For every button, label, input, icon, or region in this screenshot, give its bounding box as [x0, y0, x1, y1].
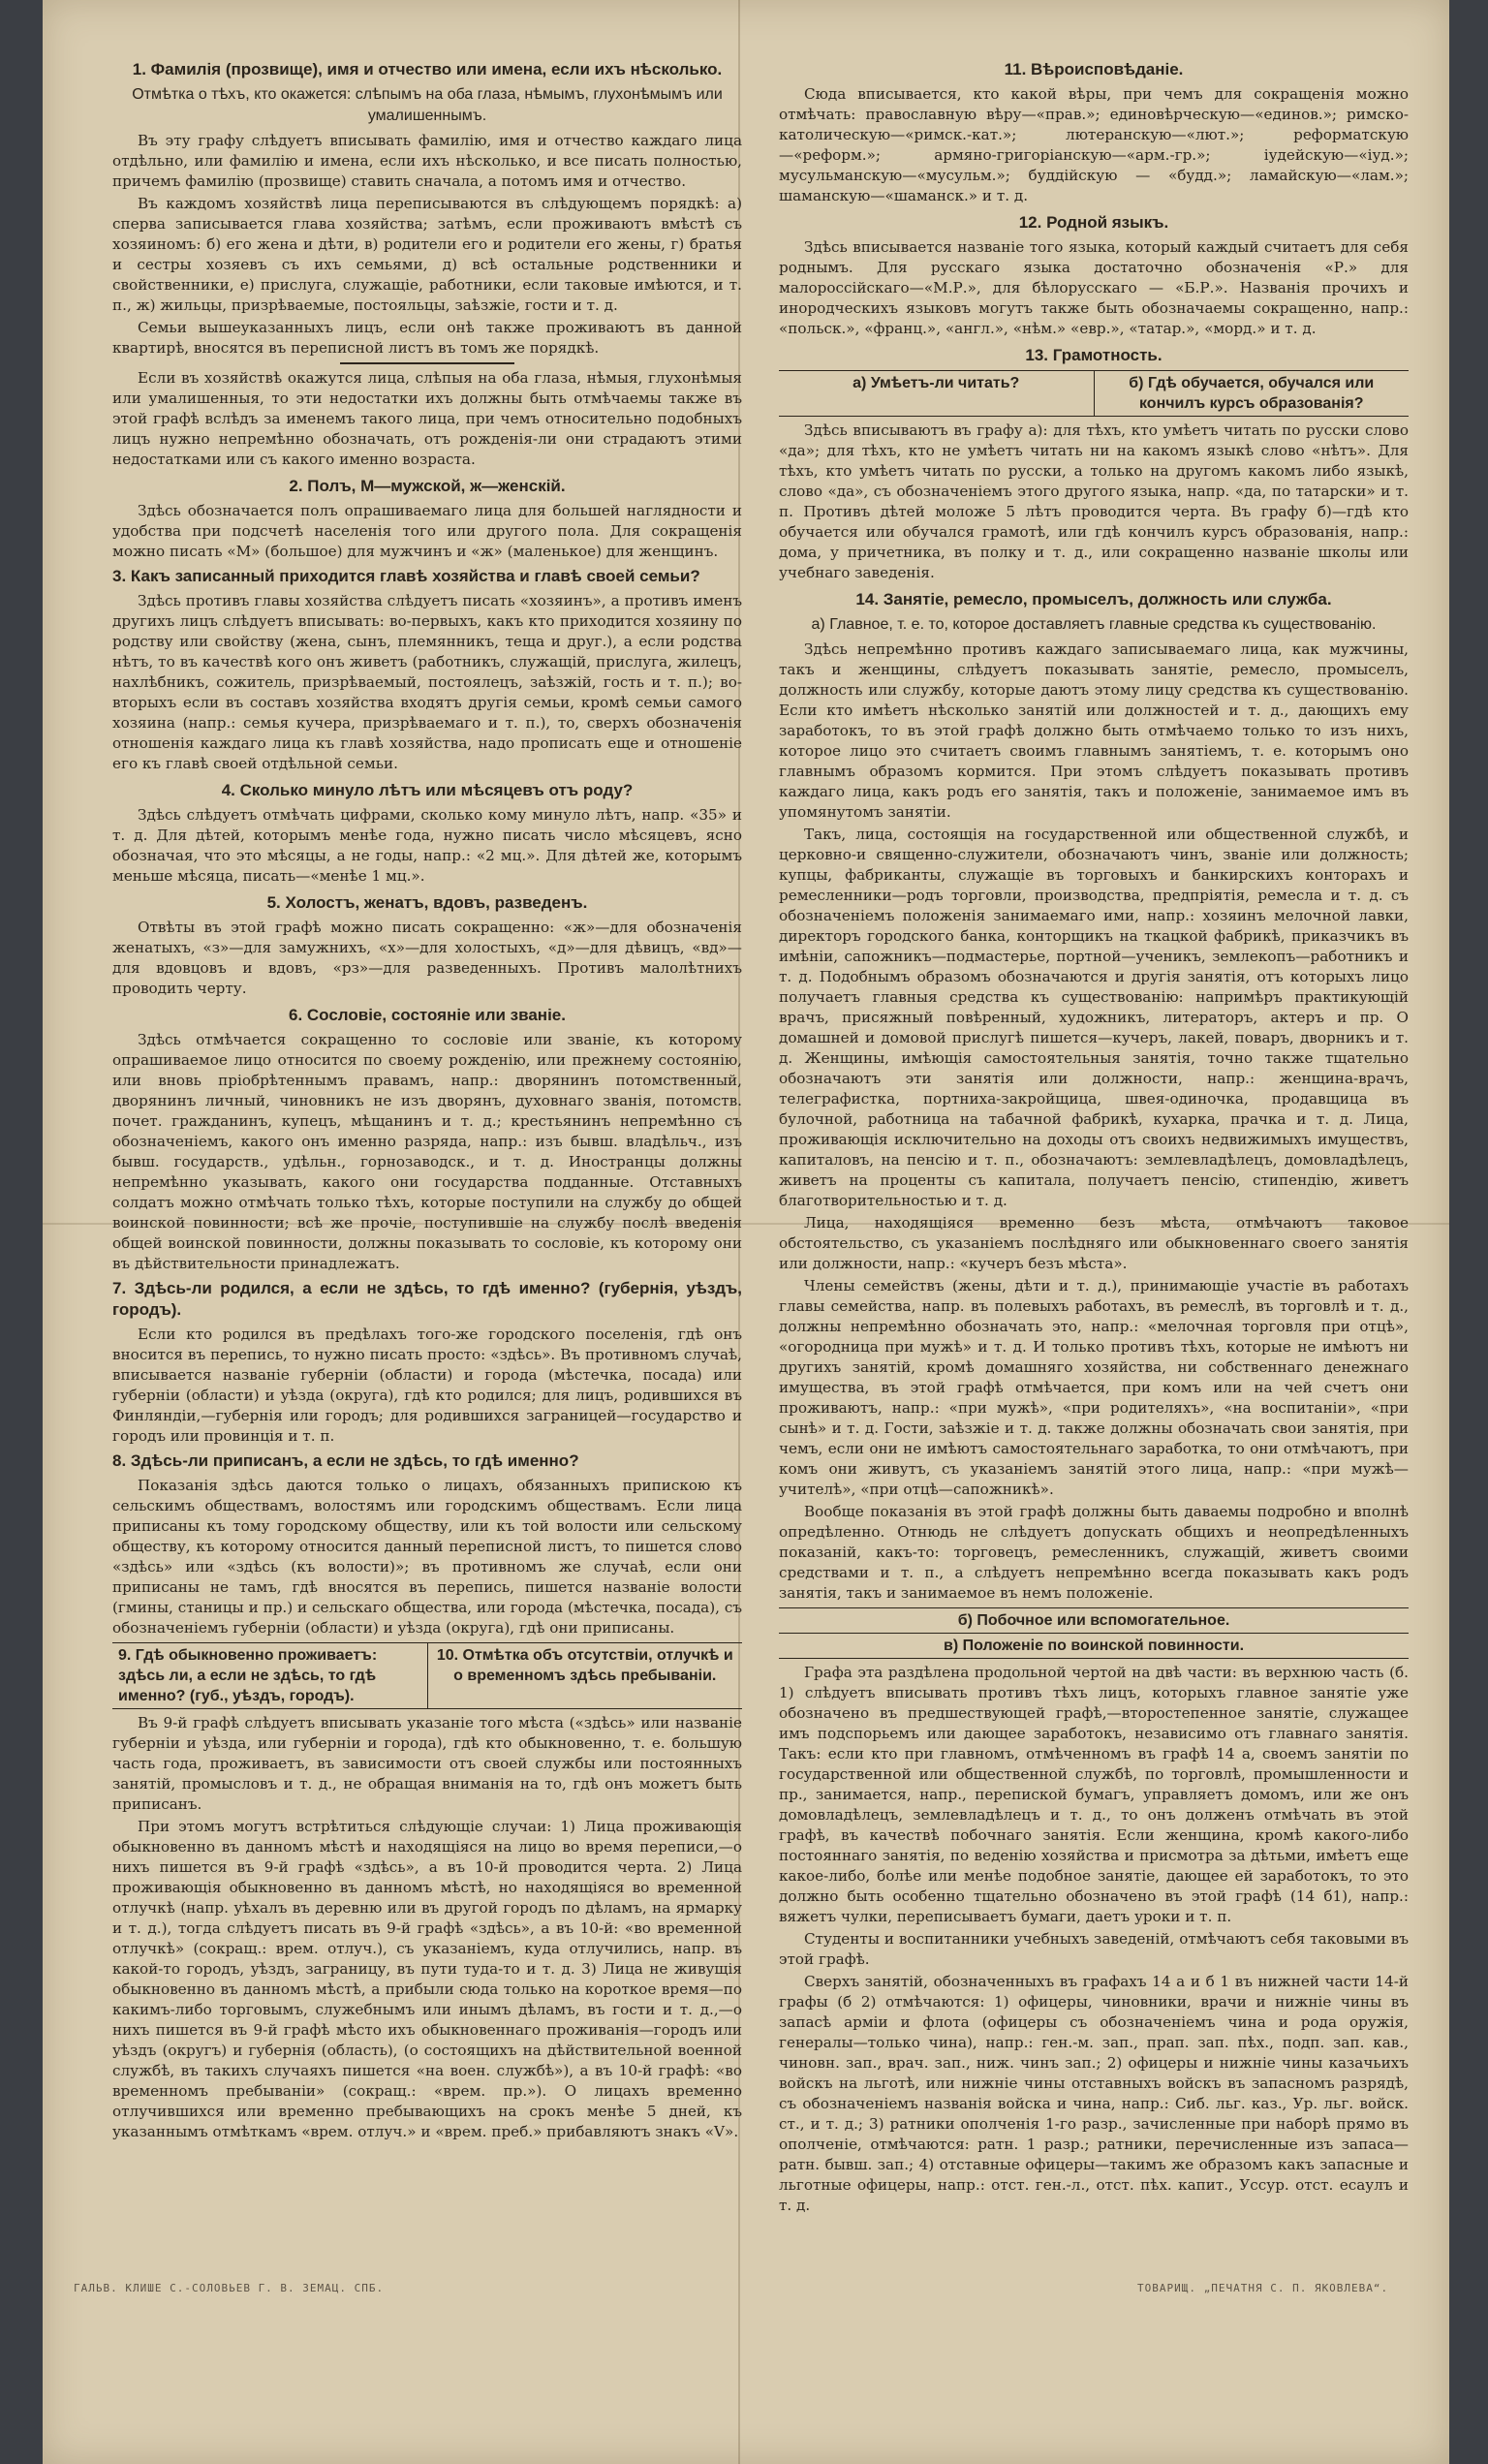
section-13b-label: б) Гдѣ обучается, обучался или кончилъ курсъ образованія?: [1094, 371, 1410, 416]
section-12-paragraph: Здѣсь вписывается названіе того языка, который каждый считаетъ для себя роднымъ. Для русскаго языка достаточно обозначенія «Р.» для малороссійскаго—«М.Р.», для бѣлорусскаго — «Б.Р.». Названія прочихъ и инородческихъ языковъ могутъ также быть обозначаемы сокращенно, напр.: «польск.», «франц.», «англ.», «нѣм.» «евр.», «татар.», «морд.» и т. д.: [779, 238, 1409, 337]
right-column: [779, 53, 1409, 2340]
section-4-title: 4. Сколько минуло лѣтъ или мѣсяцевъ отъ роду?: [221, 781, 634, 799]
section-11-paragraph: Сюда вписывается, кто какой вѣры, при чемъ для сокращенія можно отмѣчать: православную вѣру—«прав.»; единовѣрческую—«единов.»; римско-католическую—«римск.-кат.»; лютеранскую—«лют.»; реформатскую—«реформ.»; армяно-григоріанскую—«арм.-гр.»; іудейскую—«іуд.»; мусульманскую—«мусульм.»; буддійскую — «будд.»; ламайскую—«лам.»; шаманскую—«шаманск.» и т. д.: [779, 85, 1409, 204]
section-14-paragraph: Студенты и воспитанники учебныхъ заведеній, отмѣчаютъ себя таковыми въ этой графѣ.: [779, 1930, 1409, 1968]
section-1-title: 1. Фамилія (прозвище), имя и отчество или имена, если ихъ нѣсколько.: [132, 60, 723, 78]
section-9-10-header: [112, 1642, 742, 1709]
section-14-paragraph: Здѣсь непремѣнно противъ каждаго записываемаго лица, как мужчины, такъ и женщины, слѣдуетъ показывать занятіе, ремесло, промыселъ, должность или службу, которые даютъ этому лицу средства къ существованію. Если кто имѣетъ нѣсколько занятій или должностей и т. д., дающихъ ему заработокъ, то въ этой графѣ должно быть отмѣчаемо только то изъ нихъ, которое лицо это считаетъ своимъ главнымъ занятіемъ, т. е. которымъ оно главнымъ образомъ кормится. При этомъ слѣдуетъ показывать противъ каждаго лица, какъ родъ его занятія, такъ и положеніе, занимаемое имъ въ упомянутомъ занятіи.: [779, 640, 1409, 821]
census-instruction-sheet: [43, 0, 1449, 2464]
section-14b-label: б) Побочное или вспомогательное.: [957, 1612, 1230, 1629]
section-8-paragraph: Показанія здѣсь даются только о лицахъ, обязанныхъ припискою къ сельскимъ обществамъ, волостямъ или городскимъ обществамъ. Если лица приписаны къ тому городскому обществу, или къ той волости или сельскому обществу, къ которому относится данный переписной листъ, то пишется слово «здѣсь» или «здѣсь (къ волости)»; въ противномъ же случаѣ, если они приписаны не тамъ, гдѣ вносятся въ перепись, пишется названіе волости (гмины, станицы и пр.) и сельскаго общества, или города (мѣстечка, посада), съ обозначеніемъ губерніи (области) и уѣзда (округа), гдѣ они приписаны.: [112, 1477, 742, 1637]
section-1-paragraph: Въ эту графу слѣдуетъ вписывать фамилію, имя и отчество каждаго лица отдѣльно, или фамилію и имена, если ихъ нѣсколько, и все писать полностью, причемъ фамилію (прозвище) ставить сначала, а потомъ имя и отчество.: [112, 132, 742, 190]
section-14-paragraph: Сверхъ занятій, обозначенныхъ въ графахъ 14 а и б 1 въ нижней части 14-й графы (б 2) отмѣчаются: 1) офицеры, чиновники, врачи и нижніе чины въ запасѣ арміи и флота (офицеры съ обозначеніемъ чина и рода оружія, генералы—только чина), напр.: ген.-м. зап., прап. зап. пѣх., подп. зап. кав., чиновн. зап., врач. зап., ниж. чинъ зап.; 2) офицеры и нижніе чины казачьихъ войскъ на льготѣ, или нижніе чины отставныхъ войскъ въ запасномъ разрядѣ, съ обозначеніемъ названія войска и чина, напр.: Сиб. льг. каз., Ур. льг. войск. ст., и т. д.; 3) ратники ополченія 1-го разр., зачисленные при наборѣ прямо въ ополченіе, отмѣчаются: ратн. 1 разр.; ратники, перечисленные изъ запаса—ратн. бывш. зап.; 4) отставные офицеры—такимъ же образомъ какъ запасные и льготные офицеры, напр.: отст. ген.-л., отст. пѣх. капит., Уссур. отст. есаулъ и т. д.: [779, 1973, 1409, 2214]
section-1-paragraph: Въ каждомъ хозяйствѣ лица переписываются въ слѣдующемъ порядкѣ: а) сперва записывается глава хозяйства; затѣмъ, если проживаютъ вмѣстѣ съ хозяиномъ: б) его жена и дѣти, в) родители его и родители его жены, г) братья и сестры хозяевъ съ ихъ семьями, д) всѣ остальные родственники и свойственники, е) прислуга, служащіе, работники, если таковые имѣются, и т. п., ж) жильцы, призрѣваемые, постояльцы, заѣзжіе, гости и т. д.: [112, 195, 742, 314]
section-7-paragraph: Если кто родился въ предѣлахъ того-же городского поселенія, гдѣ онъ вносится въ перепись, то нужно писать просто: «здѣсь». Въ противномъ случаѣ, вписывается названіе губерніи (области) и города (мѣстечка, посада) или губерніи (области) и уѣзда (округа), гдѣ кто родился; для лицъ, родившихся въ Финляндіи,—губернія или городъ; для родившихся заграницей—государство и городъ или провинція и т. п.: [112, 1326, 742, 1445]
section-14a-label: а) Главное, т. е. то, которое доставляетъ главные средства къ существованію.: [811, 616, 1377, 633]
section-6-paragraph: Здѣсь отмѣчается сокращенно то сословіе или званіе, къ которому опрашиваемое лицо относится по своему рожденію, или прежнему состоянію, или вновь пріобрѣтеннымъ правамъ, напр.: дворянинъ потомственный, дворянинъ личный, чиновникъ не изъ дворянъ, духовнаго званія, потомств. почет. гражданинъ, купецъ, мѣщанинъ и т. д.; крестьянинъ непремѣнно съ обозначеніемъ, какого онъ именно разряда, напр.: изъ бывш. владѣльч., изъ бывш. государств., удѣльн., горнозаводск., и т. д. Иностранцы должны непремѣнно указывать, какого они государства подданные. Отставныхъ солдатъ можно отмѣчать только тѣхъ, которые поступили на службу до общей воинской повинности; всѣ же прочіе, поступившіе на службу послѣ введенія общей воинской повинности, должны показывать то сословіе, къ которому они въ дѣйствительности принадлежатъ.: [112, 1031, 742, 1272]
section-14-paragraph: Графа эта раздѣлена продольной чертой на двѣ части: въ верхнюю часть (б. 1) слѣдуетъ вписывать противъ тѣхъ лицъ, которыхъ главное занятіе уже обозначено въ предшествующей графѣ,—второстепенное занятіе, служащее имъ подспорьемъ или дающее заработокъ, независимо отъ главнаго занятія. Такъ: если кто при главномъ, отмѣченномъ въ графѣ 14 а, своемъ занятіи по государственной или общественной службѣ, по торговлѣ, промышленности и пр., занимается, напр., перепиской бумагъ, управляетъ домомъ, или же онъ домовладѣлецъ, землевладѣлецъ и т. д., то онъ долженъ отмѣчать въ этой графѣ, въ качествѣ побочнаго занятія. Если женщина, кромѣ какого-либо постояннаго занятія, по веденію хозяйства и присмотра за дѣтьми, имѣетъ еще какое-либо, болѣе или менѣе подобное занятіе, дающее ей заработокъ, то это должно быть особенно тщательно обозначено въ этой графѣ (14 б1), напр.: вяжетъ чулки, переписываетъ бумаги, даетъ уроки и т. п.: [779, 1664, 1409, 1925]
section-14bc-header: [779, 1607, 1409, 1659]
section-2-title: 2. Полъ, М—мужской, ж—женскій.: [289, 477, 566, 495]
printer-credit-left: ГАЛЬВ. КЛИШЕ С.-СОЛОВЬЕВ Г. В. ЗЕМАЦ. СПБ.: [74, 2282, 385, 2294]
section-6-title: 6. Сословіе, состояніе или званіе.: [289, 1006, 566, 1024]
printer-credit-right: ТОВАРИЩ. „ПЕЧАТНЯ С. П. ЯКОВЛЕВА“.: [1137, 2282, 1389, 2294]
section-13-subheader: [779, 370, 1409, 417]
section-3-title: 3. Какъ записанный приходится главѣ хозяйства и главѣ своей семьи?: [112, 567, 700, 585]
section-9-paragraph: При этомъ могутъ встрѣтиться слѣдующіе случаи: 1) Лица проживающія обыкновенно въ данномъ мѣстѣ и находящіяся на лицо во время переписи,—о нихъ пишется въ 9-й графѣ «здѣсь», а въ 10-й проводится черта. 2) Лица проживающія обыкновенно въ данномъ мѣстѣ, но находящіяся во временной отлучкѣ (напр. уѣхалъ въ деревню или въ другой городъ по дѣламъ, на ярмарку и т. д.), тогда слѣдуетъ писать въ 9-й графѣ «здѣсь», а въ 10-й: «во временной отлучкѣ» (сокращ.: врем. отлуч.), съ указаніемъ, куда отлучились, напр. въ какой-то городъ, уѣздъ, заграницу, въ пути туда-то и т. д. 3) Лица не живущія обыкновенно въ данномъ мѣстѣ, а прибыли сюда только на короткое время—по какимъ-либо торговымъ, служебнымъ или инымъ дѣламъ, въ гости и т. д.,—о нихъ пишется въ 9-й графѣ мѣсто ихъ обыкновеннаго проживанія—городъ или уѣздъ (округъ) и губернія (область), (о состоящихъ на дѣйствительной военной службѣ, въ такихъ случаяхъ пишется «на воен. службѣ»), а въ 10-й графѣ: «во временномъ пребываніи» (сокращ.: «врем. пр.»). О лицахъ временно отлучившихся или временно пребывающихъ на срокъ менѣе 5 дней, къ указаннымъ отмѣткамъ «врем. отлуч.» и «врем. преб.» прибавляютъ знакъ «V».: [112, 1818, 742, 2140]
section-14-title: 14. Занятіе, ремесло, промыселъ, должность или служба.: [855, 590, 1332, 608]
section-11-title: 11. Вѣроисповѣданіе.: [1004, 60, 1184, 78]
section-9-paragraph: Въ 9-й графѣ слѣдуетъ вписывать указаніе того мѣста («здѣсь» или названіе губерніи и уѣзда, или губерніи и города), гдѣ кто обыкновенно, т. е. большую часть года, проживаетъ, въ зависимости отъ своей службы или постоянныхъ занятій, промысловъ и т. д., не обращая вниманія на то, гдѣ онъ можетъ быть приписанъ.: [112, 1714, 742, 1813]
section-14-paragraph: Члены семействъ (жены, дѣти и т. д.), принимающіе участіе въ работахъ главы семейства, напр. въ полевыхъ работахъ, въ ремеслѣ, въ торговлѣ и т. д., должны непремѣнно обозначать это, напр.: «мелочная торговля при отцѣ», «огородница при мужѣ» и т. д. И только противъ тѣхъ, которые не имѣютъ ни другихъ занятій, кромѣ домашняго хозяйства, ни собственнаго денежнаго имущества, въ этой графѣ отмѣчается, при комъ или на чей счетъ они проживаютъ, напр.: «при мужѣ», «при родителяхъ», «на воспитаніи», «при сынѣ» и т. д. Гости, заѣзжіе и т. д. также должны обозначать свои занятія, при чемъ, если они не имѣютъ самостоятельнаго заработка, то они отмѣчаютъ, при комъ они живутъ, съ указаніемъ занятій этого лица, напр.: «при мужѣ—учителѣ», «при отцѣ—сапожникѣ».: [779, 1277, 1409, 1498]
section-14-paragraph: Такъ, лица, состоящія на государственной или общественной службѣ, и церковно-и священно-служители, обозначаютъ чинъ, званіе или должность; купцы, фабриканты, служащіе въ торговыхъ и банкирскихъ конторахъ и ремесленники—родъ торговли, производства, предпріятія, ремесла и т. д. съ обозначеніемъ положенія занимаемаго ими, напр.: хозяинъ мелочной лавки, директоръ городского банка, конторщикъ на ткацкой фабрикѣ, приказчикъ въ имѣніи, сапожникъ—подмастерье, портной—ученикъ, землекопъ—работникъ и т. д. Подобнымъ образомъ обозначаются и другія занятія, отъ которыхъ лицо получаетъ главныя средства къ существованію: напримѣръ практикующій врачъ, присяжный повѣренный, художникъ, литераторъ, актеръ и пр. О домашней и домовой прислугѣ пишется—кучеръ, лакей, поваръ, дворникъ и т. д. Женщины, имѣющія самостоятельныя занятія, точно также тщательно обозначаютъ эти занятія или должности, напр.: женщина-врачъ, телеграфистка, портниха-закройщица, швея-одиночка, продавщица въ булочной, работница на табачной фабрикѣ, кухарка, прачка и т. д. Лица, проживающія исключительно на доходы отъ своихъ недвижимыхъ имуществъ, капиталовъ, на пенсію и т. п., обозначаютъ: землевладѣлецъ, домовладѣлецъ, живетъ на проценты съ капитала, получаетъ пенсію, стипендію, живетъ благотворительностью и т. д.: [779, 826, 1409, 1209]
section-13-title: 13. Грамотность.: [1025, 346, 1162, 364]
section-9-title: 9. Гдѣ обыкновенно проживаетъ: здѣсь ли, а если не здѣсь, то гдѣ именно? (губ., уѣздъ, городъ).: [118, 1647, 378, 1704]
section-14-paragraph: Вообще показанія въ этой графѣ должны быть даваемы подробно и вполнѣ опредѣленно. Отнюдь не слѣдуетъ допускать общихъ и неопредѣленныхъ показаній, какъ-то: торговецъ, ремесленникъ, служащій, живетъ своими средствами и т. п., а слѣдуетъ непремѣнно всегда показывать какъ родъ занятія, такъ и занимаемое въ немъ положеніе.: [779, 1503, 1409, 1602]
section-13-paragraph: Здѣсь вписываютъ въ графу а): для тѣхъ, кто умѣетъ читать по русски слово «да»; для тѣхъ, кто не умѣетъ читать ни на какомъ языкѣ слово «нѣтъ». Для тѣхъ, кто умѣетъ читать по русски, а только на другомъ какомъ либо языкѣ, слово «да», съ обозначеніемъ этого другого языка, напр. «да, по татарски» и т. п. Противъ дѣтей моложе 5 лѣтъ проводится черта. Въ графу б)—гдѣ кто обучается или обучался грамотѣ, или гдѣ кончилъ курсъ образованія, напр.: дома, у причетника, въ полку и т. д., или сокращенно названіе школы или учебнаго заведенія.: [779, 421, 1409, 581]
section-2-paragraph: Здѣсь обозначается полъ опрашиваемаго лица для большей наглядности и удобства при подсчетѣ населенія того или другого пола. Для сокращенія можно писать «М» (большое) для мужчинъ и «ж» (маленькое) для женщинъ.: [112, 502, 742, 560]
left-column: [112, 53, 742, 2253]
section-1-paragraph: Если въ хозяйствѣ окажутся лица, слѣпыя на оба глаза, нѣмыя, глухонѣмыя или умалишенныя, то эти недостатки ихъ должны быть отмѣчаемы также въ этой графѣ вслѣдъ за именемъ такого лица, при чемъ относительно подобныхъ лицъ нужно непремѣнно обозначать, отъ рожденія-ли они страдаютъ этими недостатками или съ какого именно возраста.: [112, 369, 742, 468]
section-4-paragraph: Здѣсь слѣдуетъ отмѣчать цифрами, сколько кому минуло лѣтъ, напр. «35» и т. д. Для дѣтей, которымъ менѣе года, нужно писать число мѣсяцевъ, ясно обозначая, что это мѣсяцы, а не годы, напр.: «2 мц.». Для дѣтей же, которымъ меньше мѣсяца, писать—«менѣе 1 мц.».: [112, 806, 742, 885]
section-5-paragraph: Отвѣты въ этой графѣ можно писать сокращенно: «ж»—для обозначенія женатыхъ, «з»—для замужнихъ, «х»—для холостыхъ, «д»—для дѣвицъ, «вд»—для вдовцовъ и вдовъ, «рз»—для разведенныхъ. Противъ малолѣтнихъ проводить черту.: [112, 919, 742, 997]
section-1-subtitle: Отмѣтка о тѣхъ, кто окажется: слѣпымъ на оба глаза, нѣмымъ, глухонѣмымъ или умалишеннымъ.: [132, 86, 723, 124]
section-3-paragraph: Здѣсь противъ главы хозяйства слѣдуетъ писать «хозяинъ», а противъ именъ другихъ лицъ слѣдуетъ вписывать: во-первыхъ, какъ кто приходится хозяину по родству или свойству (жена, сынъ, племянникъ, теща и друг.), а если родства нѣтъ, то въ качествѣ кого онъ живетъ (работникъ, служащій, прислуга, жилецъ, нахлѣбникъ, сожитель, призрѣваемый, постоялецъ, заѣзжій, гость и т. п.); во-вторыхъ если въ составъ хозяйства входятъ другія семьи, кромѣ семьи самого хозяина (напр.: семья кучера, призрѣваемаго и т. п.), то, сверхъ обозначенія отношенія каждаго лица къ главѣ хозяйства, надо прописать еще и отношеніе его къ главѣ своей отдѣльной семьи.: [112, 592, 742, 772]
section-5-title: 5. Холостъ, женатъ, вдовъ, разведенъ.: [266, 893, 588, 912]
divider-rule: [340, 362, 514, 364]
section-14c-label: в) Положеніе по воинской повинности.: [779, 1633, 1409, 1658]
section-12-title: 12. Родной языкъ.: [1018, 213, 1169, 232]
section-7-title: 7. Здѣсь-ли родился, а если не здѣсь, то гдѣ именно? (губернія, уѣздъ, городъ).: [112, 1279, 742, 1319]
section-10-title: 10. Отмѣтка объ отсутствіи, отлучкѣ и о временномъ здѣсь пребываніи.: [427, 1643, 743, 1708]
section-14-paragraph: Лица, находящіяся временно безъ мѣста, отмѣчаютъ таковое обстоятельство, съ указаніемъ послѣдняго или обыкновеннаго своего занятія или должности, напр.: «кучеръ безъ мѣста».: [779, 1214, 1409, 1272]
section-1-paragraph: Семьи вышеуказанныхъ лицъ, если онѣ также проживаютъ въ данной квартирѣ, вносятся въ переписной листъ въ томъ же порядкѣ.: [112, 319, 742, 357]
section-8-title: 8. Здѣсь-ли приписанъ, а если не здѣсь, то гдѣ именно?: [112, 1451, 579, 1470]
section-13a-label: а) Умѣетъ-ли читать?: [852, 375, 1020, 391]
